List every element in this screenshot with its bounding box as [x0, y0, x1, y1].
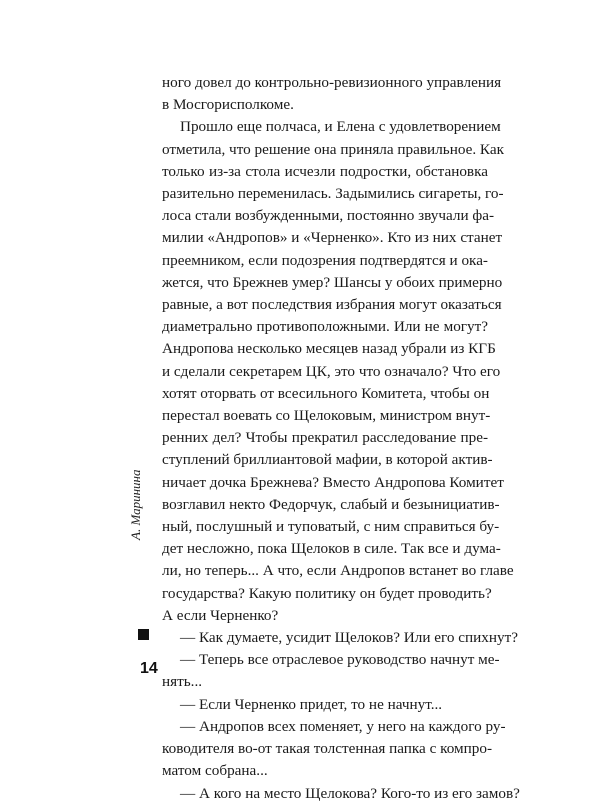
text-line: ничает дочка Брежнева? Вместо Андропова Комитет	[162, 473, 504, 491]
text-line: ного довел до контрольно-ревизионного управления	[162, 74, 502, 91]
text-line: нять...	[162, 673, 203, 691]
page-marker-square	[138, 629, 149, 640]
text-line: Андропова несколько месяцев назад убрали из КГБ	[162, 340, 496, 358]
text-line: хотят оторвать от всесильного Комитета, чтобы он	[162, 384, 490, 402]
text-line: — Если Черненко придет, то не начнут...	[180, 695, 443, 713]
text-line: в Мосгорисполкоме.	[162, 96, 294, 114]
text-line: — А кого на место Щелокова? Кого-то из его замов?	[180, 784, 520, 802]
page-number: 14	[140, 660, 158, 677]
text-line: — Теперь все отраслевое руководство начнут ме-	[180, 651, 500, 669]
text-line: разительно переменилась. Задымились сигареты, го-	[162, 185, 504, 203]
text-line: жется, что Брежнев умер? Шансы у обоих примерно	[162, 273, 503, 291]
text-line: преемником, если подозрения подтвердятся и ока-	[162, 251, 488, 269]
text-line: только из-за стола исчезли подростки, обстановка	[162, 162, 488, 180]
text-line: А если Черненко?	[162, 606, 279, 624]
text-line: ступлений бриллиантовой мафии, в которой актив-	[162, 451, 493, 469]
text-line: милии «Андропов» и «Черненко». Кто из них станет	[162, 229, 503, 247]
text-line: перестал воевать со Щелоковым, министром внут-	[162, 407, 491, 425]
text-line: матом собрана...	[162, 762, 268, 780]
text-line: возглавил некто Федорчук, слабый и безынициатив-	[162, 495, 500, 513]
text-line: ный, послушный и туповатый, с ним справиться бу-	[162, 518, 500, 536]
text-line: — Андропов всех поменяет, у него на каждого ру-	[180, 717, 506, 735]
text-line: диаметрально противоположными. Или не могут?	[162, 318, 488, 336]
running-head-author: А. Маринина	[128, 469, 143, 540]
text-line: равные, а вот последствия избрания могут оказаться	[162, 296, 502, 314]
text-line: ли, но теперь... А что, если Андропов встанет во главе	[162, 562, 514, 580]
text-line: дет несложно, пока Щелоков в силе. Так все и дума-	[162, 540, 501, 558]
text-line: отметила, что решение она приняла правильное. Как	[162, 140, 504, 158]
text-line: лоса стали возбужденными, постоянно звучали фа-	[162, 207, 495, 225]
text-line: и сделали секретарем ЦК, это что означало? Что его	[162, 362, 501, 380]
text-line: государства? Какую политику он будет проводить?	[162, 584, 492, 602]
text-line: ководителя во-от такая толстенная папка с компро-	[162, 740, 493, 758]
text-line: ренних дел? Чтобы прекратил расследование пре-	[162, 429, 488, 447]
page-body-text	[162, 72, 520, 805]
text-line: — Как думаете, усидит Щелоков? Или его спихнут?	[180, 629, 518, 647]
text-line: Прошло еще полчаса, и Елена с удовлетворением	[180, 118, 501, 136]
